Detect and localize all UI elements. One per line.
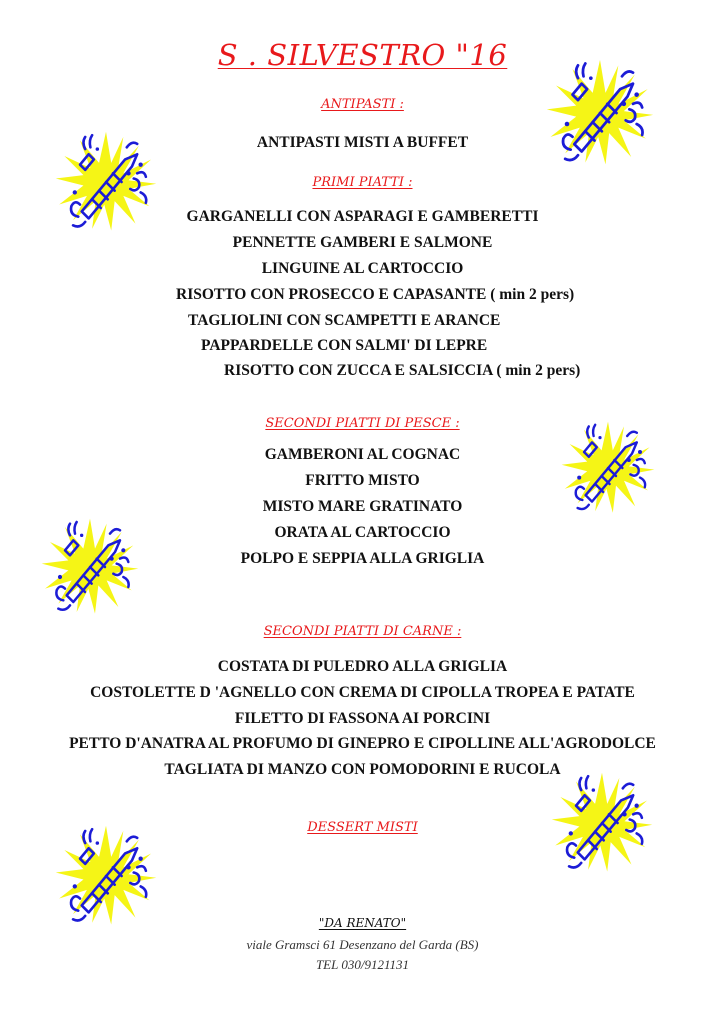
dish-item: FILETTO DI FASSONA AI PORCINI [234,710,491,727]
dish-item: ORATA AL CARTOCCIO [274,524,451,541]
dish-item: RISOTTO CON PROSECCO E CAPASANTE ( min 2 pers) [176,286,575,303]
section-heading-carne: SECONDI PIATTI DI CARNE : [263,624,462,639]
firework-rocket-icon [50,824,162,928]
dish-item: PAPPARDELLE CON SALMI' DI LEPRE [201,337,488,354]
dish-item: TAGLIATA DI MANZO CON POMODORINI E RUCOLA [164,761,561,778]
dish-item: PENNETTE GAMBERI E SALMONE [232,234,493,251]
dish-item: FRITTO MISTO [305,472,420,489]
dish-item: MISTO MARE GRATINATO [262,498,463,515]
section-heading-dessert: DESSERT MISTI [307,820,418,835]
dish-item: ANTIPASTI MISTI A BUFFET [256,134,469,151]
dish-item: TAGLIOLINI CON SCAMPETTI E ARANCE [188,312,501,329]
dish-item: GARGANELLI CON ASPARAGI E GAMBERETTI [186,208,539,225]
restaurant-address: viale Gramsci 61 Desenzano del Garda (BS) [246,937,479,952]
section-heading-primi: PRIMI PIATTI : [312,175,413,190]
menu-title: S . SILVESTRO "16 [217,38,508,72]
dish-item: POLPO E SEPPIA ALLA GRIGLIA [240,550,485,567]
dish-item: COSTATA DI PULEDRO ALLA GRIGLIA [217,658,508,675]
dish-item: LINGUINE AL CARTOCCIO [261,260,464,277]
section-heading-antipasti: ANTIPASTI : [321,97,404,112]
dish-item: COSTOLETTE D 'AGNELLO CON CREMA DI CIPOLLA TROPEA E PATATE [90,684,635,701]
dish-item: GAMBERONI AL COGNAC [264,446,461,463]
dish-item: PETTO D'ANATRA AL PROFUMO DI GINEPRO E CIPOLLINE ALL'AGRODOLCE [69,735,656,752]
section-heading-pesce: SECONDI PIATTI DI PESCE : [265,416,460,431]
restaurant-phone: TEL 030/9121131 [315,957,410,972]
dish-item: RISOTTO CON ZUCCA E SALSICCIA ( min 2 pers) [224,362,581,379]
restaurant-name: "DA RENATO" [318,916,407,930]
